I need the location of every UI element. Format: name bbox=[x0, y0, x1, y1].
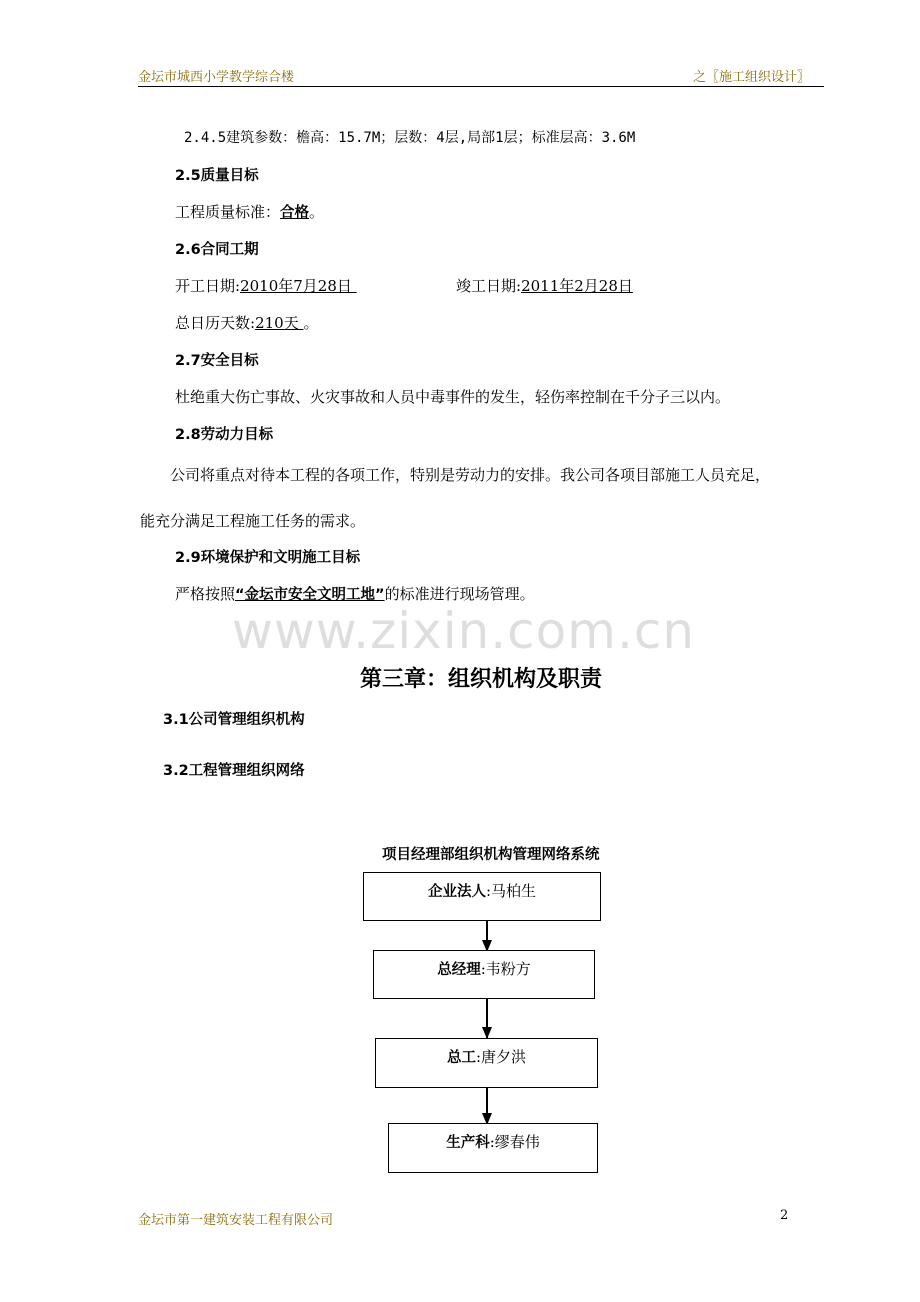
environment-post: 的标准进行现场管理。 bbox=[384, 585, 535, 603]
section-2-5-heading: 2.5质量目标 bbox=[175, 168, 259, 184]
labor-goal-line-2: 能充分满足工程施工任务的需求。 bbox=[140, 512, 366, 530]
org-box-person: :缪春伟 bbox=[489, 1133, 540, 1151]
end-date-value: 2011年2月28日 bbox=[521, 277, 633, 295]
section-2-8-heading: 2.8劳动力目标 bbox=[175, 427, 274, 443]
org-chart-title: 项目经理部组织机构管理网络系统 bbox=[382, 847, 600, 863]
footer-company: 金坛市第一建筑安装工程有限公司 bbox=[138, 1213, 334, 1228]
safety-goal-text: 杜绝重大伤亡事故、火灾事故和人员中毒事件的发生，轻伤率控制在千分子三以内。 bbox=[175, 388, 731, 406]
org-box-role: 企业法人 bbox=[427, 884, 486, 900]
org-box-person: :韦粉方 bbox=[480, 960, 531, 978]
header-right: 之〖施工组织设计〗 bbox=[692, 70, 810, 85]
section-2-7-heading: 2.7安全目标 bbox=[175, 353, 259, 369]
end-date bbox=[456, 275, 633, 296]
org-box-role: 总经理 bbox=[437, 962, 481, 978]
start-date-label: 开工日期: bbox=[175, 277, 241, 295]
section-2-9-heading: 2.9环境保护和文明施工目标 bbox=[175, 550, 361, 566]
header-left: 金坛市城西小学教学综合楼 bbox=[138, 70, 295, 85]
header-divider bbox=[138, 86, 824, 87]
building-params: 2.4.5建筑参数：檐高：15.7M；层数：4层,局部1层；标准层高：3.6M bbox=[184, 130, 636, 146]
org-box-production-dept bbox=[388, 1123, 598, 1173]
start-date bbox=[175, 275, 357, 296]
quality-end: 。 bbox=[309, 203, 325, 221]
arrow-down-icon bbox=[486, 999, 488, 1038]
org-box-person: :马柏生 bbox=[485, 882, 537, 900]
calendar-days-end: 。 bbox=[303, 314, 319, 332]
watermark: www.zixin.com.cn bbox=[232, 602, 696, 660]
end-date-label: 竣工日期: bbox=[456, 277, 522, 295]
section-2-6-heading: 2.6合同工期 bbox=[175, 242, 259, 258]
chapter-3-title: 第三章：组织机构及职责 bbox=[359, 667, 602, 692]
arrow-down-icon bbox=[486, 1088, 488, 1124]
calendar-days-value: 210天 bbox=[255, 314, 304, 332]
arrow-down-icon bbox=[486, 921, 488, 951]
calendar-days-label: 总日历天数: bbox=[175, 314, 256, 332]
org-box-legal-person bbox=[363, 872, 601, 921]
environment-pre: 严格按照 bbox=[175, 585, 236, 603]
environment-standard: “金坛市安全文明工地” bbox=[235, 587, 385, 603]
calendar-days bbox=[175, 312, 318, 333]
quality-label: 工程质量标准： bbox=[175, 203, 281, 221]
start-date-value: 2010年7月28日 bbox=[240, 277, 357, 295]
org-box-person: :唐夕洪 bbox=[475, 1048, 527, 1066]
section-3-1-heading: 3.1公司管理组织机构 bbox=[163, 712, 305, 728]
section-3-2-heading: 3.2工程管理组织网络 bbox=[163, 763, 305, 779]
org-box-chief-engineer bbox=[375, 1038, 598, 1088]
org-box-role: 总工 bbox=[446, 1050, 476, 1066]
quality-value: 合格 bbox=[280, 205, 310, 221]
page-number: 2 bbox=[780, 1208, 789, 1223]
org-box-general-manager bbox=[373, 950, 595, 999]
environment-goal-text bbox=[175, 583, 535, 604]
quality-standard bbox=[175, 201, 324, 222]
labor-goal-line-1: 公司将重点对待本工程的各项工作，特别是劳动力的安排。我公司各项目部施工人员充足， bbox=[170, 466, 771, 484]
org-box-role: 生产科 bbox=[446, 1135, 490, 1151]
